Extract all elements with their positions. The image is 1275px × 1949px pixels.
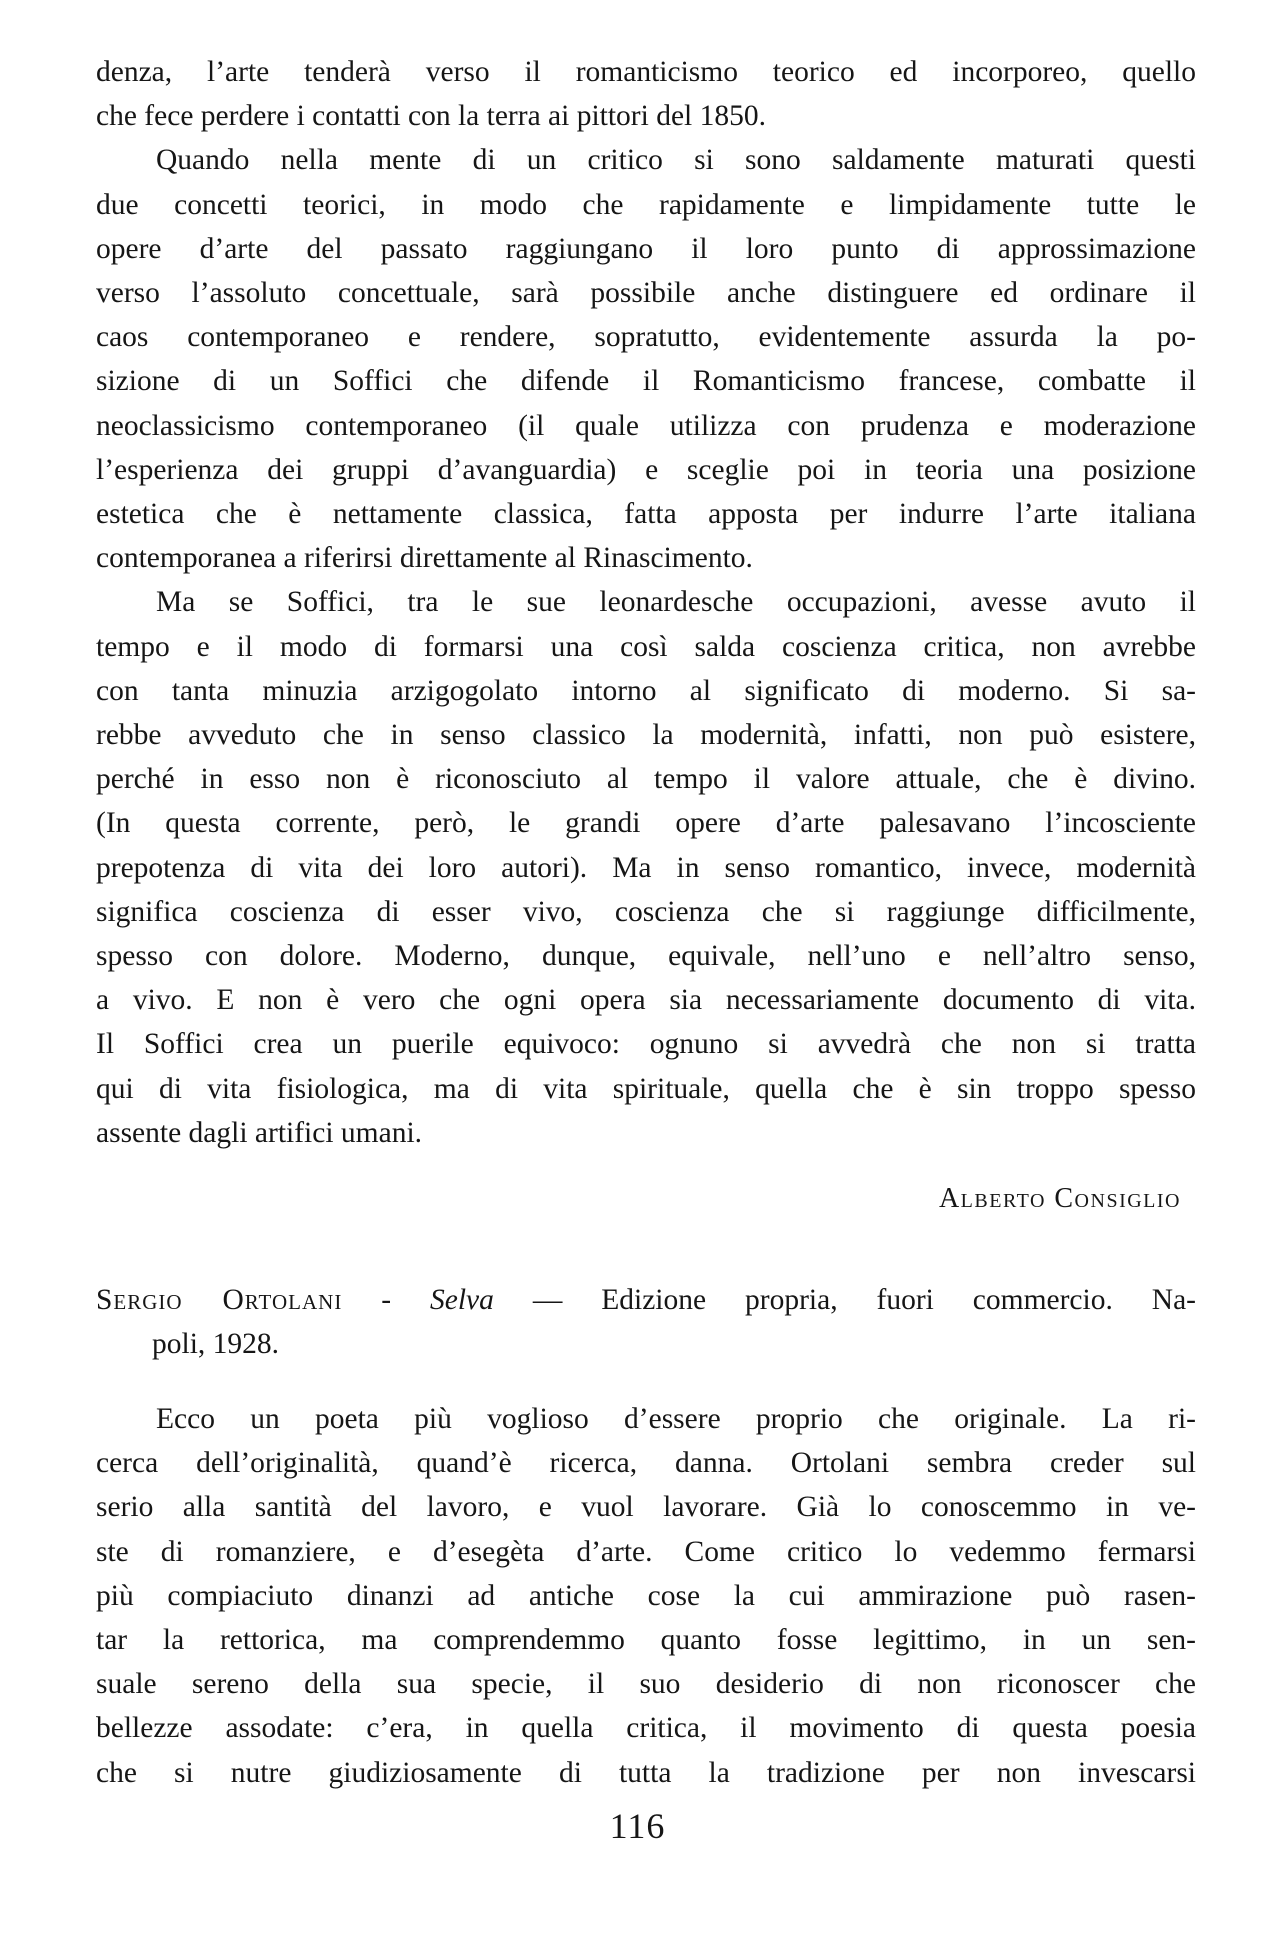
text-line: caos contemporaneo e rendere, sopratutto, evidentemente assurda la po- <box>96 321 1196 354</box>
text-line: l’esperienza dei gruppi d’avanguardia) e sceglie poi in teoria una posizione <box>96 453 1196 486</box>
review-signature: Alberto Consiglio <box>938 1183 1181 1214</box>
book-details: — Edizione propria, fuori commercio. Na- <box>493 1284 1196 1316</box>
text-line: estetica che è nettamente classica, fatta apposta per indurre l’arte italiana <box>96 498 1196 531</box>
text-line: opere d’arte del passato raggiungano il loro punto di approssimazione <box>96 232 1196 265</box>
text-line: assente dagli artifici umani. <box>96 1116 423 1149</box>
text-line: due concetti teorici, in modo che rapidamente e limpidamente tutte le <box>96 188 1196 221</box>
text-line: perché in esso non è riconosciuto al tempo il valore attuale, che è divino. <box>96 763 1196 796</box>
text-line: Il Soffici crea un puerile equivoco: ognuno si avvedrà che non si tratta <box>96 1028 1196 1061</box>
text-line: contemporanea a riferirsi direttamente al Rinascimento. <box>96 542 753 575</box>
text-line: più compiaciuto dinanzi ad antiche cose la cui ammirazione può rasen- <box>96 1579 1196 1612</box>
book-details-cont: poli, 1928. <box>152 1328 280 1361</box>
review-heading-line <box>96 1278 1196 1322</box>
text-line: tar la rettorica, ma comprendemmo quanto fosse legittimo, in un sen- <box>96 1624 1196 1657</box>
text-line: a vivo. E non è vero che ogni opera sia necessariamente documento di vita. <box>96 984 1196 1017</box>
text-line: significa coscienza di esser vivo, coscienza che si raggiunge difficilmente, <box>96 895 1196 928</box>
text-line: con tanta minuzia arzigogolato intorno al significato di moderno. Si sa- <box>96 674 1196 707</box>
review-body-2 <box>96 1397 1196 1795</box>
text-line: bellezze assodate: c’era, in quella critica, il movimento di questa poesia <box>96 1712 1196 1745</box>
text-line: che fece perdere i contatti con la terra ai pittori del 1850. <box>96 100 766 133</box>
text-line: spesso con dolore. Moderno, dunque, equivale, nell’uno e nell’altro senso, <box>96 940 1196 973</box>
text-line: neoclassicismo contemporaneo (il quale utilizza con prudenza e moderazione <box>96 409 1196 442</box>
text-line: Quando nella mente di un critico si sono saldamente maturati questi <box>156 144 1196 177</box>
review-heading-2 <box>96 1278 1196 1366</box>
text-line: Ecco un poeta più voglioso d’essere proprio che originale. La ri- <box>156 1403 1196 1435</box>
text-line: ste di romanziere, e d’esegèta d’arte. Come critico lo vedemmo fermarsi <box>96 1535 1196 1568</box>
text-line: che si nutre giudiziosamente di tutta la tradizione per non invescarsi <box>96 1756 1196 1789</box>
text-line: tempo e il modo di formarsi una così salda coscienza critica, non avrebbe <box>96 630 1196 663</box>
text-line: Ma se Soffici, tra le sue leonardesche occupazioni, avesse avuto il <box>156 586 1196 619</box>
text-line: verso l’assoluto concettuale, sarà possibile anche distinguere ed ordinare il <box>96 277 1196 310</box>
book-author: Sergio Ortolani <box>96 1284 343 1316</box>
text-line: serio alla santità del lavoro, e vuol lavorare. Già lo conoscemmo in ve- <box>96 1491 1196 1524</box>
text-line: (In questa corrente, però, le grandi opere d’arte palesavano l’incosciente <box>96 807 1196 840</box>
page-number: 116 <box>609 1806 666 1846</box>
text-line: suale sereno della sua specie, il suo desiderio di non riconoscer che <box>96 1668 1196 1701</box>
text-line: denza, l’arte tenderà verso il romanticismo teorico ed incorporeo, quello <box>96 56 1196 88</box>
text-line: prepotenza di vita dei loro autori). Ma in senso romantico, invece, modernità <box>96 851 1196 884</box>
text-line: cerca dell’originalità, quand’è ricerca, danna. Ortolani sembra creder sul <box>96 1447 1196 1480</box>
text-line: qui di vita fisiologica, ma di vita spirituale, quella che è sin troppo spesso <box>96 1072 1196 1105</box>
review-body-1 <box>96 50 1196 1155</box>
text-line: rebbe avveduto che in senso classico la modernità, infatti, non può esistere, <box>96 719 1196 752</box>
heading-separator: - <box>342 1284 430 1316</box>
text-line: sizione di un Soffici che difende il Romanticismo francese, combatte il <box>96 365 1196 398</box>
book-title: Selva <box>430 1284 494 1316</box>
